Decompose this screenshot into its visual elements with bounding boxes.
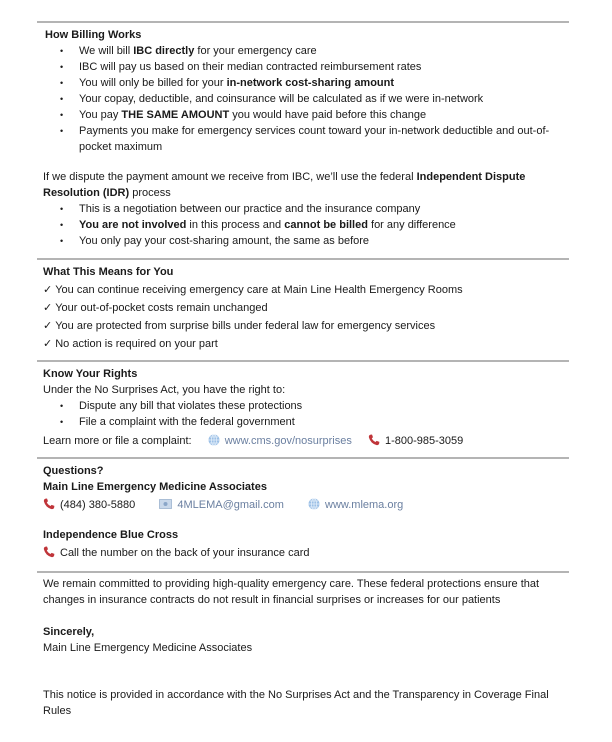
cms-website-link[interactable]: www.cms.gov/nosurprises bbox=[224, 435, 352, 447]
phone-icon bbox=[43, 498, 55, 510]
rights-heading: Know Your Rights bbox=[43, 368, 138, 380]
list-item: • This is a negotiation between our practice and the insurance company bbox=[43, 201, 573, 217]
closing-paragraph: We remain committed to providing high-quality emergency care. These federal protections ensure that changes in insurance contracts do not result in financial surprises or increases for our patients bbox=[43, 578, 540, 606]
means-heading: What This Means for You bbox=[43, 266, 174, 278]
list-item: • File a complaint with the federal government bbox=[43, 414, 573, 430]
org1-phone[interactable]: (484) 380-5880 bbox=[60, 499, 136, 511]
list-item: • We will bill IBC directly for your emergency care bbox=[43, 43, 573, 59]
check-item: ✓ You are protected from surprise bills under federal law for emergency services bbox=[43, 320, 436, 332]
footnote-block bbox=[43, 687, 563, 719]
list-item: • Your copay, deductible, and coinsurance will be calculated as if we were in-network bbox=[43, 91, 573, 107]
means-section bbox=[43, 264, 573, 354]
rights-list bbox=[43, 398, 573, 430]
list-item: • You will only be billed for your in-network cost-sharing amount bbox=[43, 75, 573, 91]
org2-name: Independence Blue Cross bbox=[43, 529, 179, 541]
list-item: • IBC will pay us based on their median contracted reimbursement rates bbox=[43, 59, 573, 75]
org1-contact-row bbox=[43, 497, 573, 513]
check-item: ✓ No action is required on your part bbox=[43, 338, 218, 350]
org1-email-link[interactable]: 4MLEMA@gmail.com bbox=[177, 499, 284, 511]
divider bbox=[37, 457, 569, 459]
signoff: Sincerely, bbox=[43, 626, 95, 638]
divider bbox=[37, 21, 569, 23]
org2-note: Call the number on the back of your insurance card bbox=[60, 547, 310, 559]
list-item: • You only pay your cost-sharing amount, the same as before bbox=[43, 233, 573, 249]
signoff-block bbox=[43, 624, 573, 656]
divider bbox=[37, 571, 569, 573]
cms-phone[interactable]: 1-800-985-3059 bbox=[384, 435, 464, 447]
rights-intro: Under the No Surprises Act, you have the right to: bbox=[43, 384, 286, 396]
closing-paragraph-block bbox=[43, 576, 573, 608]
questions-heading: Questions? bbox=[43, 465, 104, 477]
org1-website-link[interactable]: www.mlema.org bbox=[325, 499, 404, 511]
footnote: This notice is provided in accordance with the No Surprises Act and the Transparency in Coverage Final Rules bbox=[43, 689, 549, 717]
check-icon: ✓ bbox=[43, 338, 53, 350]
globe-icon bbox=[308, 498, 320, 510]
list-item: • You pay THE SAME AMOUNT you would have paid before this change bbox=[43, 107, 573, 123]
divider bbox=[37, 258, 569, 260]
signature: Main Line Emergency Medicine Associates bbox=[43, 642, 253, 654]
check-icon: ✓ bbox=[43, 302, 53, 314]
phone-icon bbox=[43, 546, 55, 558]
dispute-list bbox=[43, 201, 573, 249]
billing-section bbox=[43, 27, 573, 155]
billing-heading: How Billing Works bbox=[45, 29, 142, 41]
org2-contact-row bbox=[43, 545, 573, 561]
dispute-intro: If we dispute the payment amount we receive from IBC, we’ll use the federal Independent Dispute Resolution (IDR) process bbox=[43, 171, 526, 199]
check-icon: ✓ bbox=[43, 320, 53, 332]
divider bbox=[37, 360, 569, 362]
billing-list bbox=[43, 43, 573, 155]
check-icon: ✓ bbox=[43, 284, 53, 296]
org1-name: Main Line Emergency Medicine Associates bbox=[43, 481, 267, 493]
learn-more-label: Learn more or file a complaint: bbox=[43, 435, 192, 447]
email-icon bbox=[159, 499, 172, 509]
list-item: • Payments you make for emergency services count toward your in-network deductible and out-of-pocket maximum bbox=[43, 123, 573, 155]
questions-section bbox=[43, 463, 573, 561]
rights-contact-row bbox=[43, 433, 573, 449]
list-item: • Dispute any bill that violates these protections bbox=[43, 398, 573, 414]
check-item: ✓ Your out-of-pocket costs remain unchanged bbox=[43, 302, 268, 314]
dispute-section bbox=[43, 169, 573, 249]
phone-icon bbox=[368, 434, 380, 446]
list-item: • You are not involved in this process and cannot be billed for any difference bbox=[43, 217, 573, 233]
rights-section bbox=[43, 366, 573, 449]
globe-icon bbox=[208, 434, 220, 446]
check-item: ✓ You can continue receiving emergency care at Main Line Health Emergency Rooms bbox=[43, 284, 463, 296]
